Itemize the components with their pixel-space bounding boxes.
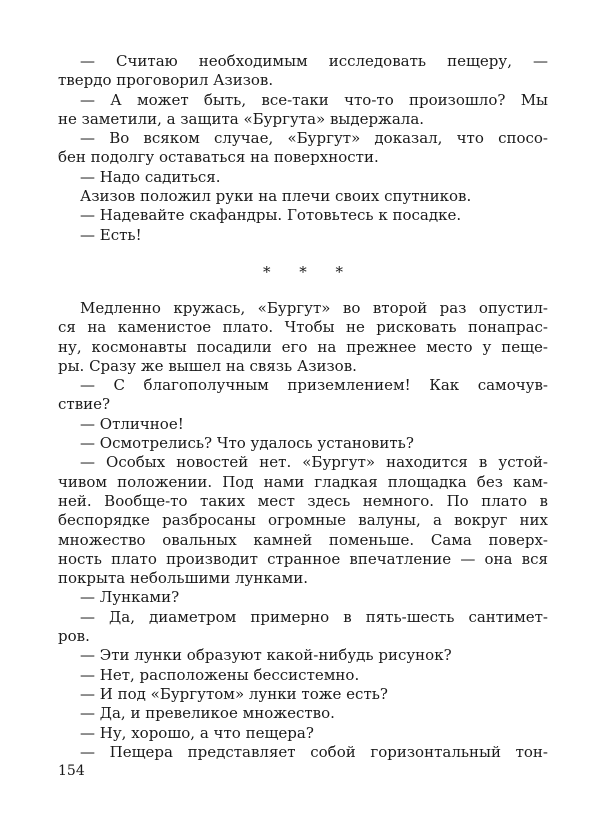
page-number: 154: [58, 763, 85, 779]
text-line: Медленно кружась, «Бургут» во второй раз опустил-: [80, 298, 548, 317]
text-line: ры. Сразу же вышел на связь Азизов.: [58, 356, 357, 375]
text-line: твердо проговорил Азизов.: [58, 71, 274, 90]
section-separator: * * *: [262, 262, 356, 281]
text-line: — Осмотрелись? Что удалось установить?: [80, 434, 414, 453]
text-line: — Считаю необходимым исследовать пещеру, —: [80, 52, 548, 70]
text-line: — Пещера представляет собой горизонтальный тон-: [80, 742, 548, 761]
text-line: — Нет, расположены бессистемно.: [80, 665, 360, 684]
text-line: Азизов положил руки на плечи своих спутников.: [80, 187, 472, 206]
text-block-narrative: [58, 299, 548, 762]
text-line: — Надевайте скафандры. Готовьтесь к посадке.: [80, 206, 462, 225]
text-line: — Да, диаметром примерно в пять-шесть сантимет-: [80, 607, 548, 626]
text-line: — И под «Бургутом» лунки тоже есть?: [80, 684, 388, 703]
text-line: — Во всяком случае, «Бургут» доказал, что спосо-: [80, 129, 548, 148]
text-line: чивом положении. Под нами гладкая площадка без кам-: [58, 472, 548, 491]
text-line: — Надо садиться.: [80, 167, 221, 186]
page-body: [58, 52, 548, 762]
text-line: — С благополучным приземлением! Как самочув-: [80, 376, 548, 395]
text-line: ну, космонавты посадили его на прежнее место у пеще-: [58, 337, 548, 356]
text-line: ся на каменистое плато. Чтобы не рисковать понапрас-: [58, 318, 548, 337]
text-line: — Ну, хорошо, а что пещера?: [80, 723, 314, 742]
text-line: — Да, и превеликое множество.: [80, 704, 335, 723]
text-line: бен подолгу оставаться на поверхности.: [58, 148, 379, 167]
text-line: беспорядке разбросаны огромные валуны, а вокруг них: [58, 511, 548, 530]
text-line: — Есть!: [80, 225, 142, 244]
text-line: — Особых новостей нет. «Бургут» находится в устой-: [80, 453, 548, 472]
text-line: — Лунками?: [80, 588, 180, 607]
text-line: не заметили, а защита «Бургута» выдержала.: [58, 109, 425, 128]
text-line: покрыта небольшими лунками.: [58, 569, 309, 588]
text-line: — А может быть, все-таки что-то произошло? Мы: [80, 90, 548, 109]
text-line: ность плато производит странное впечатление — она вся: [58, 549, 548, 568]
text-line: множество овальных камней поменьше. Сама поверх-: [58, 530, 548, 549]
text-block-dialogue: [58, 52, 548, 245]
text-line: — Отличное!: [80, 414, 184, 433]
text-line: ней. Вообще-то таких мест здесь немного. По плато в: [58, 491, 548, 510]
text-line: ствие?: [58, 395, 111, 414]
text-line: — Эти лунки образуют какой-нибудь рисунок?: [80, 646, 452, 665]
text-line: ров.: [58, 627, 90, 646]
